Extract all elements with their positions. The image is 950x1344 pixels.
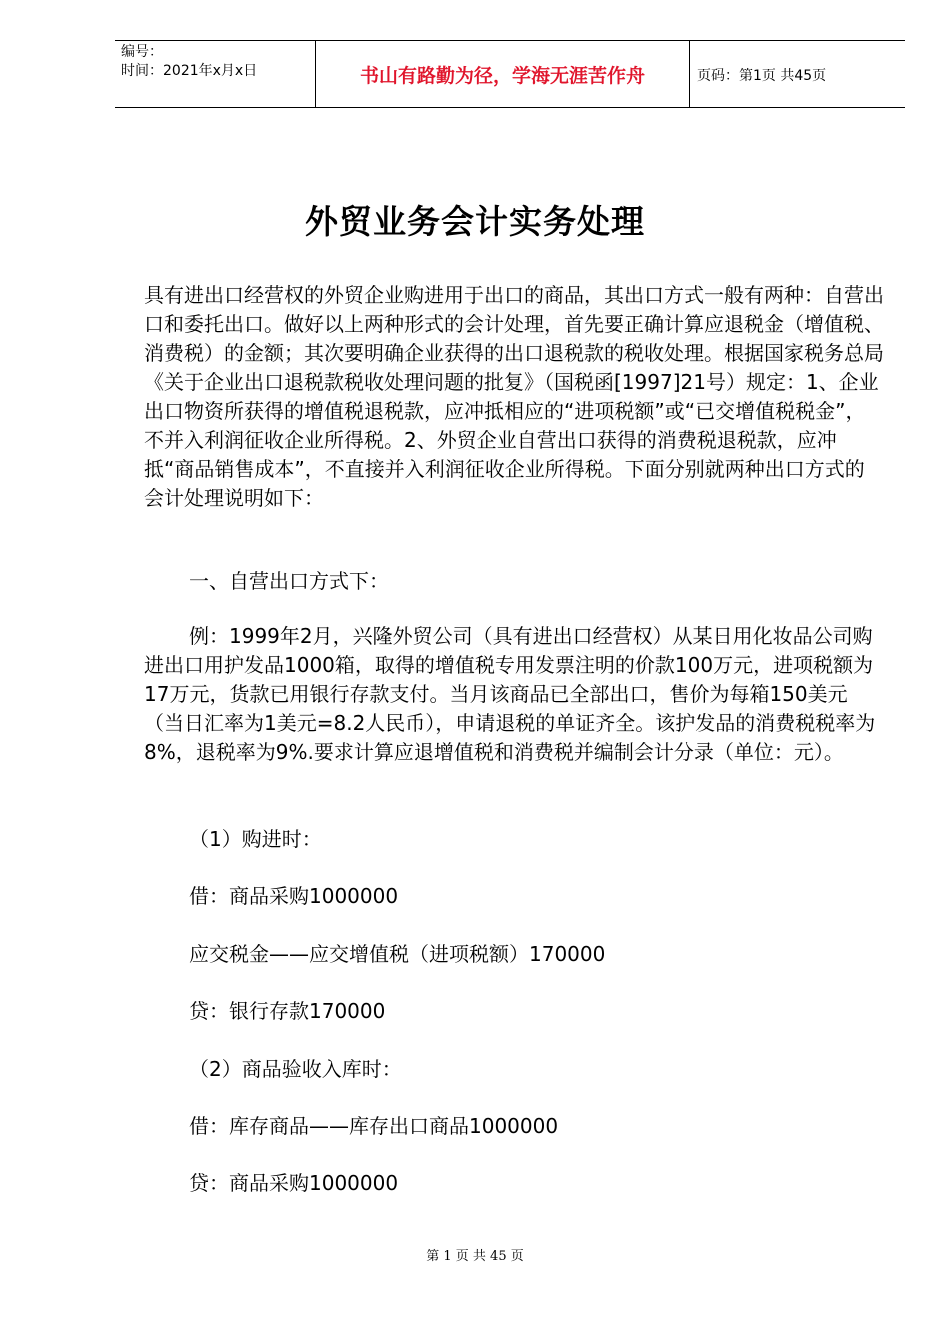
journal-entry: 贷：银行存款170000 <box>189 999 386 1023</box>
header-page-code: 页码：第1页 共45页 <box>697 68 827 84</box>
step-heading: （2）商品验收入库时： <box>189 1057 402 1081</box>
step-heading: （1）购进时： <box>189 827 322 851</box>
document-title: 外贸业务会计实务处理 <box>305 202 645 241</box>
header-motto: 书山有路勤为径，学海无涯苦作舟 <box>359 64 645 87</box>
page-header <box>115 40 905 108</box>
journal-entry: 借：商品采购1000000 <box>189 884 399 908</box>
journal-entry: 借：库存商品——库存出口商品1000000 <box>189 1114 559 1138</box>
intro-paragraph: 具有进出口经营权的外贸企业购进用于出口的商品，其出口方式一般有两种：自营出口和委托出口。做好以上两种形式的会计处理，首先要正确计算应退税金（增值税、消费税）的金额；其次要明确企业获得的出口退税款的税收处理。根据国家税务总局《关于企业出口退税款税收处理问题的批复》（国税函[1997]21号）规定：1、企业出口物资所获得的增值税退税款，应冲抵相应的“进项税额”或“已交增值税税金”，不并入利润征收企业所得税。2、外贸企业自营出口获得的消费税退税款，应冲抵“商品销售成本”，不直接并入利润征收企业所得税。下面分别就两种出口方式的会计处理说明如下： <box>144 283 884 510</box>
example-paragraph: 例：1999年2月，兴隆外贸公司（具有进出口经营权）从某日用化妆品公司购进出口用护发品1000箱，取得的增值税专用发票注明的价款100万元，进项税额为17万元，货款已用银行存款支付。当月该商品已全部出口，售价为每箱150美元（当日汇率为1美元=8.2人民币），申请退税的单证齐全。该护发品的消费税税率为8%，退税率为9%.要求计算应退增值税和消费税并编制会计分录（单位：元）。 <box>144 624 876 764</box>
journal-entry: 贷：商品采购1000000 <box>189 1171 399 1195</box>
document-time-label: 时间：2021年x月x日 <box>121 63 258 79</box>
document-number-label: 编号： <box>121 44 163 60</box>
journal-entry: 应交税金——应交增值税（进项税额）170000 <box>189 942 606 966</box>
header-divider <box>689 41 690 107</box>
section-heading: 一、自营出口方式下： <box>189 569 389 593</box>
header-meta <box>121 43 257 81</box>
page-footer: 第 1 页 共 45 页 <box>426 1249 524 1264</box>
